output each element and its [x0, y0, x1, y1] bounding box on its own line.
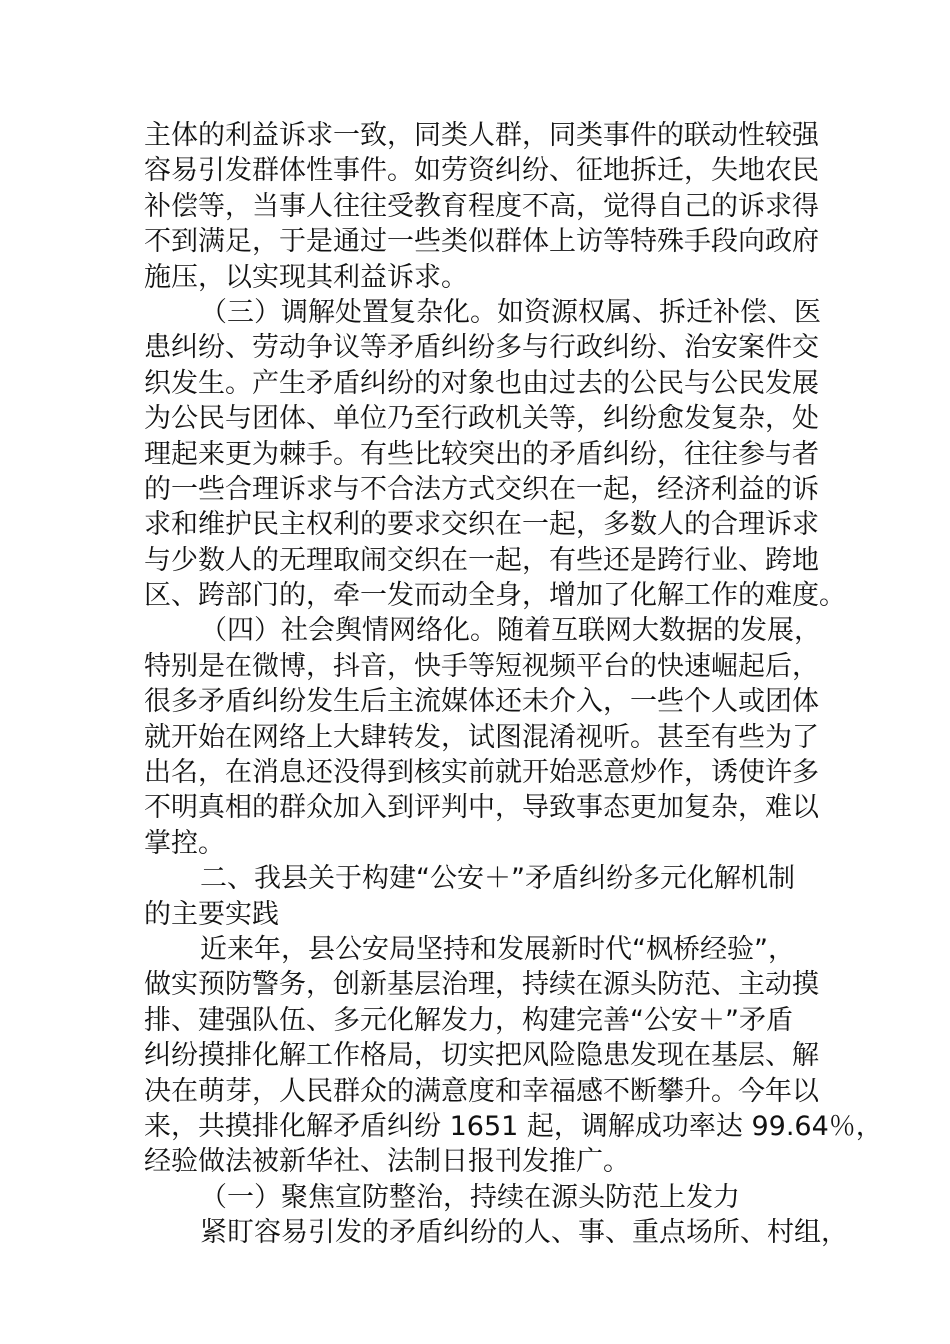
body-line: 区、跨部门的，牵一发而动全身，增加了化解工作的难度。 — [144, 580, 846, 612]
body-line: 排、建强队伍、多元化解发力，构建完善“公安＋”矛盾 — [144, 1004, 793, 1036]
document-body — [144, 118, 883, 1251]
body-line: 的一些合理诉求与不合法方式交织在一起，经济利益的诉 — [144, 473, 819, 505]
chapter-heading-2-cont: 的主要实践 — [144, 898, 279, 930]
body-line: 补偿等，当事人往往受教育程度不高，觉得自己的诉求得 — [144, 190, 819, 222]
subsection-heading-1: （一）聚焦宣防整治，持续在源头防范上发力 — [200, 1181, 740, 1213]
body-line: 理起来更为棘手。有些比较突出的矛盾纠纷，往往参与者 — [144, 438, 819, 470]
body-line: 决在萌芽，人民群众的满意度和幸福感不断攀升。今年以 — [144, 1075, 819, 1107]
body-line: 不到满足，于是通过一些类似群体上访等特殊手段向政府 — [144, 226, 819, 258]
section-heading-4: （四）社会舆情网络化。随着互联网大数据的发展， — [200, 615, 821, 647]
body-line: 经验做法被新华社、法制日报刊发推广。 — [144, 1146, 630, 1178]
body-line: 容易引发群体性事件。如劳资纠纷、征地拆迁，失地农民 — [144, 155, 819, 187]
body-line: 织发生。产生矛盾纠纷的对象也由过去的公民与公民发展 — [144, 367, 819, 399]
body-line: 近来年，县公安局坚持和发展新时代“枫桥经验”， — [200, 933, 795, 965]
body-line: 特别是在微博，抖音，快手等短视频平台的快速崛起后， — [144, 650, 819, 682]
section-heading-3: （三）调解处置复杂化。如资源权属、拆迁补偿、医 — [200, 296, 821, 328]
body-line: 来，共摸排化解矛盾纠纷 1651 起，调解成功率达 99.64％， — [144, 1110, 883, 1142]
body-line: 患纠纷、劳动争议等矛盾纠纷多与行政纠纷、治安案件交 — [144, 332, 819, 364]
body-line: 主体的利益诉求一致，同类人群，同类事件的联动性较强 — [144, 120, 819, 151]
body-line: 为公民与团体、单位乃至行政机关等，纠纷愈发复杂，处 — [144, 403, 819, 435]
body-line: 施压，以实现其利益诉求。 — [144, 261, 468, 293]
body-line: 求和维护民主权利的要求交织在一起，多数人的合理诉求 — [144, 509, 819, 541]
body-line: 出名，在消息还没得到核实前就开始恶意炒作，诱使许多 — [144, 757, 819, 789]
body-line: 很多矛盾纠纷发生后主流媒体还未介入，一些个人或团体 — [144, 686, 819, 718]
body-line: 纠纷摸排化解工作格局，切实把风险隐患发现在基层、解 — [144, 1040, 819, 1072]
body-line: 就开始在网络上大肆转发，试图混淆视听。甚至有些为了 — [144, 721, 819, 753]
chapter-heading-2: 二、我县关于构建“公安＋”矛盾纠纷多元化解机制 — [200, 863, 795, 895]
body-line: 做实预防警务，创新基层治理，持续在源头防范、主动摸 — [144, 969, 819, 1001]
body-line: 与少数人的无理取闹交织在一起，有些还是跨行业、跨地 — [144, 544, 819, 576]
body-line: 掌控。 — [144, 827, 225, 859]
body-line: 不明真相的群众加入到评判中，导致事态更加复杂，难以 — [144, 792, 819, 824]
body-line: 紧盯容易引发的矛盾纠纷的人、事、重点场所、村组， — [200, 1217, 848, 1249]
